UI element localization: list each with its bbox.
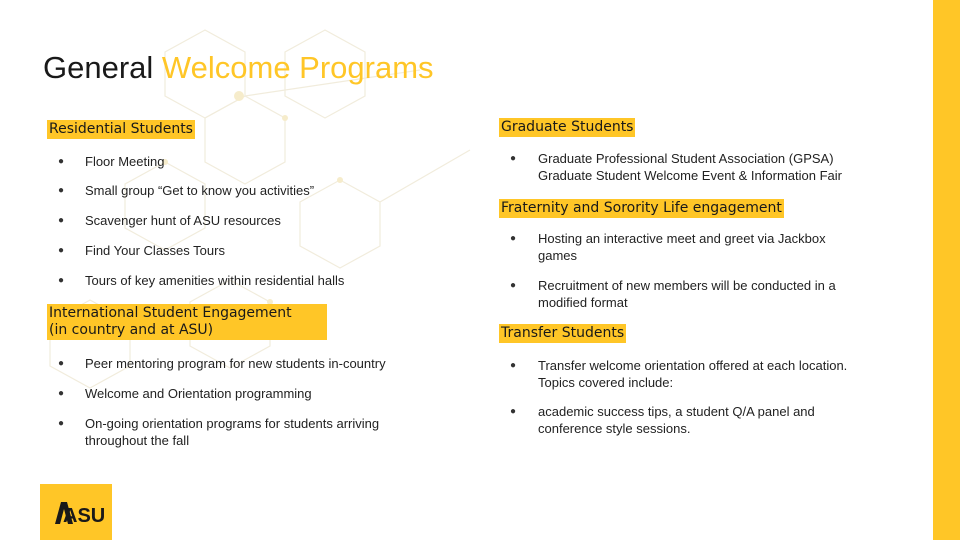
bullet-icon: ● [510,280,517,291]
title-main: General [43,50,154,85]
bullet-icon: ● [510,153,517,164]
bullet-icon: ● [510,360,517,371]
graduate-heading: Graduate Students [501,119,634,135]
bullet-icon: ● [58,418,65,429]
residential-heading: Residential Students [49,121,193,137]
bullet-icon: ● [58,156,65,167]
bullet-icon: ● [58,245,65,256]
bullet-icon: ● [58,185,65,196]
page-title [43,50,434,86]
title-highlight: Welcome Programs [161,50,434,85]
bullet-icon: ● [58,215,65,226]
bullet-icon: ● [510,233,517,244]
pattern-dot [282,115,288,121]
asu-logo-icon [52,498,106,527]
international-heading: International Student Engagement (in country and at ASU) [47,304,327,340]
transfer-heading: Transfer Students [501,325,625,341]
pattern-dot [337,177,343,183]
bullet-icon: ● [58,358,65,369]
svg-text:ASU: ASU [63,505,106,527]
bullet-icon: ● [58,275,65,286]
asu-logo [40,484,112,540]
bullet-icon: ● [510,406,517,417]
accent-side-bar [933,0,960,540]
bullet-icon: ● [58,388,65,399]
greek-life-heading: Fraternity and Sorority Life engagement [501,200,782,216]
pattern-dot [234,91,244,101]
